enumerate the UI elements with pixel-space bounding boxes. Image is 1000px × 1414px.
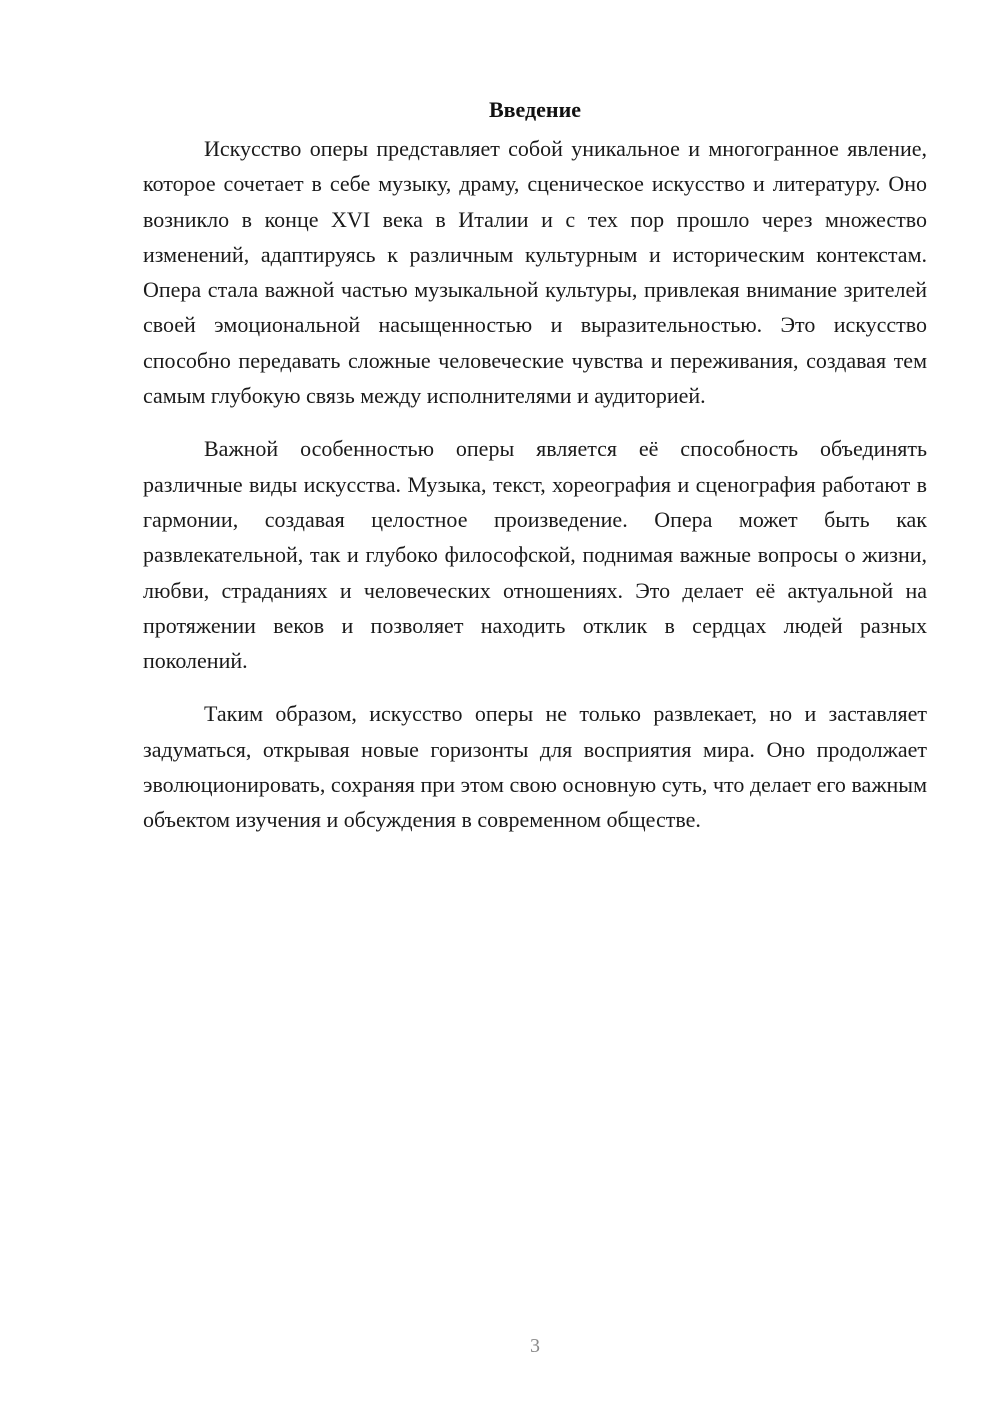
paragraph-3: Таким образом, искусство оперы не только развлекает, но и заставляет задуматься, открывая новые горизонты для восприятия мира. Оно продолжает эволюционировать, сохраняя при этом свою основную суть, что делает его важным объектом изучения и обсуждения в современном обществе. — [143, 701, 927, 833]
page-title: Введение — [488, 97, 582, 122]
page-number: 3 — [530, 1335, 540, 1357]
paragraph-1: Искусство оперы представляет собой уникальное и многогранное явление, которое сочетает в себе музыку, драму, сценическое искусство и литературу. Оно возникло в конце XVI века в Италии и с тех пор прошло через множество изменений, адаптируясь к различным культурным и историческим контекстам. Опера стала важной частью музыкальной культуры, привлекая внимание зрителей своей эмоциональной насыщенностью и выразительностью. Это искусство способно передавать сложные человеческие чувства и переживания, создавая тем самым глубокую связь между исполнителями и аудиторией. — [143, 136, 927, 409]
page-content — [143, 92, 927, 856]
paragraph-2: Важной особенностью оперы является её способность объединять различные виды искусства. Музыка, текст, хореография и сценография работают в гармонии, создавая целостное произведение. Опера может быть как развлекательной, так и глубоко философской, поднимая важные вопросы о жизни, любви, страданиях и человеческих отношениях. Это делает её актуальной на протяжении веков и позволяет находить отклик в сердцах людей разных поколений. — [143, 436, 927, 674]
